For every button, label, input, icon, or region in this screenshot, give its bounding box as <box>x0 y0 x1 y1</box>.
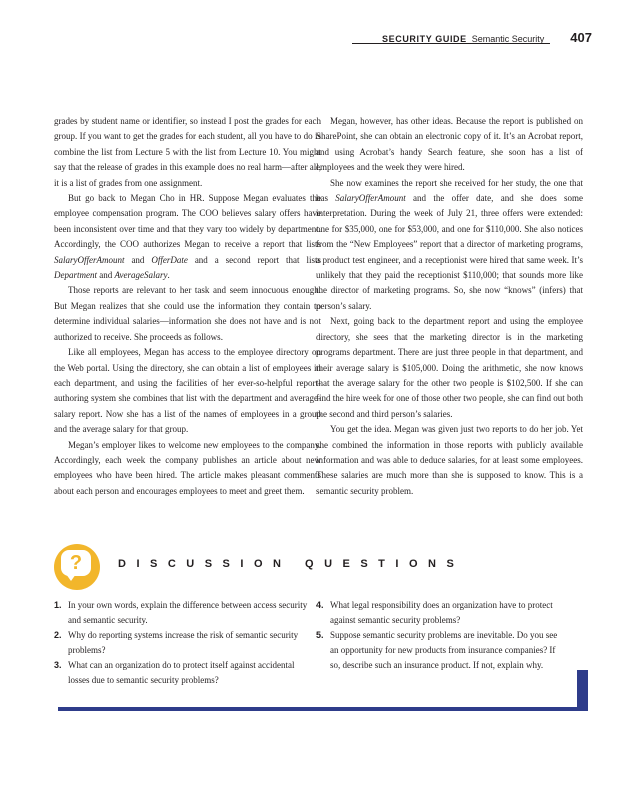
corner-bar <box>577 670 588 711</box>
paragraph: Megan, however, has other ideas. Because the report is published on SharePoint, she can obtain an electronic copy of it. It’s an Acrobat report, and using Acrobat’s handy Search feature, she soon has a list of employees and the week they were hired. <box>316 116 583 173</box>
paragraph: Like all employees, Megan has access to the employee directory on the Web portal. Using the directory, she can obtain a list of employees in each department, and using the facilities of her ever-so-helpful report-authoring system she combines that list with the department and average-salary report. Now she has a list of the names of employees in a group and the average salary for that group. <box>54 347 321 435</box>
question-item: 4. What legal responsibility does an organization have to protect against semantic security problems? <box>316 600 553 625</box>
question-list-right <box>316 598 564 673</box>
right-column <box>316 114 583 499</box>
paragraph: You get the idea. Megan was given just two reports to do her job. Yet she combined the information in those reports with publicly available information and was able to deduce salaries, for at least some employees. These salaries are much more than she is supposed to know. This is a semantic security problem. <box>316 424 583 496</box>
paragraph: grades by student name or identifier, so instead I post the grades for each group. If you want to get the grades for each student, all you have to do is combine the list from Lecture 5 with the list from Lecture 10. You might say that the release of grades in this example does no real harm—after all, it is a list of grades from one assignment. <box>54 116 321 188</box>
header-rule <box>352 43 550 44</box>
speech-bubble-tail <box>66 574 76 581</box>
paragraph: Next, going back to the department report and using the employee directory, she sees that the marketing director is in the marketing programs department. There are just three people in that department, and their average salary is $105,000. Doing the arithmetic, she now knows that the average salary for the other two people is $102,500. If she can find the hire week for one of those other two people, she can find out both the second and third person’s salaries. <box>316 316 583 419</box>
question-mark-icon: ? <box>61 550 91 576</box>
paragraph: She now examines the report she received for her study, the one that has SalaryOfferAmount and the offer date, and she does some interpretation. During the week of July 21, three offers were extended: one for $35,000, one for $53,000, and one for $110,000. She also notices from the “New Employees” report that a director of marketing programs, a product test engineer, and a receptionist were hired that same week. It’s unlikely that they paid the receptionist $110,000; that sounds more like the director of marketing programs. So, she now “knows” (infers) that person’s salary. <box>316 177 584 311</box>
paragraph: But go back to Megan Cho in HR. Suppose Megan evaluates the employee compensation program. The COO believes salary offers have been inconsistent over time and that they vary too widely by department. Accordingly, the COO authorizes Megan to receive a report that lists SalaryOfferAmount and OfferDate and a second report that lists Department and AverageSalary. <box>54 193 321 281</box>
question-item: 5. Suppose semantic security problems are inevitable. Do you see an opportunity for new products from insurance companies? If so, describe such an insurance product. If not, explain why. <box>316 630 558 670</box>
page-number: 407 <box>570 30 592 45</box>
paragraph: Megan’s employer likes to welcome new employees to the company. Accordingly, each week the company publishes an article about new employees who have been hired. The article makes pleasant comments about each person and encourages employees to meet and greet them. <box>54 439 321 496</box>
footer-bar <box>58 707 588 711</box>
section-label: SECURITY GUIDE <box>382 34 467 44</box>
section-topic: Semantic Security <box>471 34 545 44</box>
left-column <box>54 114 321 499</box>
question-list-left <box>54 598 309 688</box>
question-item: 2. Why do reporting systems increase the risk of semantic security problems? <box>54 630 299 655</box>
paragraph: Those reports are relevant to her task and seem innocuous enough. But Megan realizes that she could use the information they contain to determine individual salaries—information she does not have and is not authorized to receive. She proceeds as follows. <box>54 285 321 342</box>
question-item: 3. What can an organization do to protect itself against accidental losses due to semantic security problems? <box>54 660 295 685</box>
discussion-title: DISCUSSION QUESTIONS <box>118 558 465 570</box>
question-item: 1. In your own words, explain the difference between access security and semantic security. <box>54 600 308 625</box>
